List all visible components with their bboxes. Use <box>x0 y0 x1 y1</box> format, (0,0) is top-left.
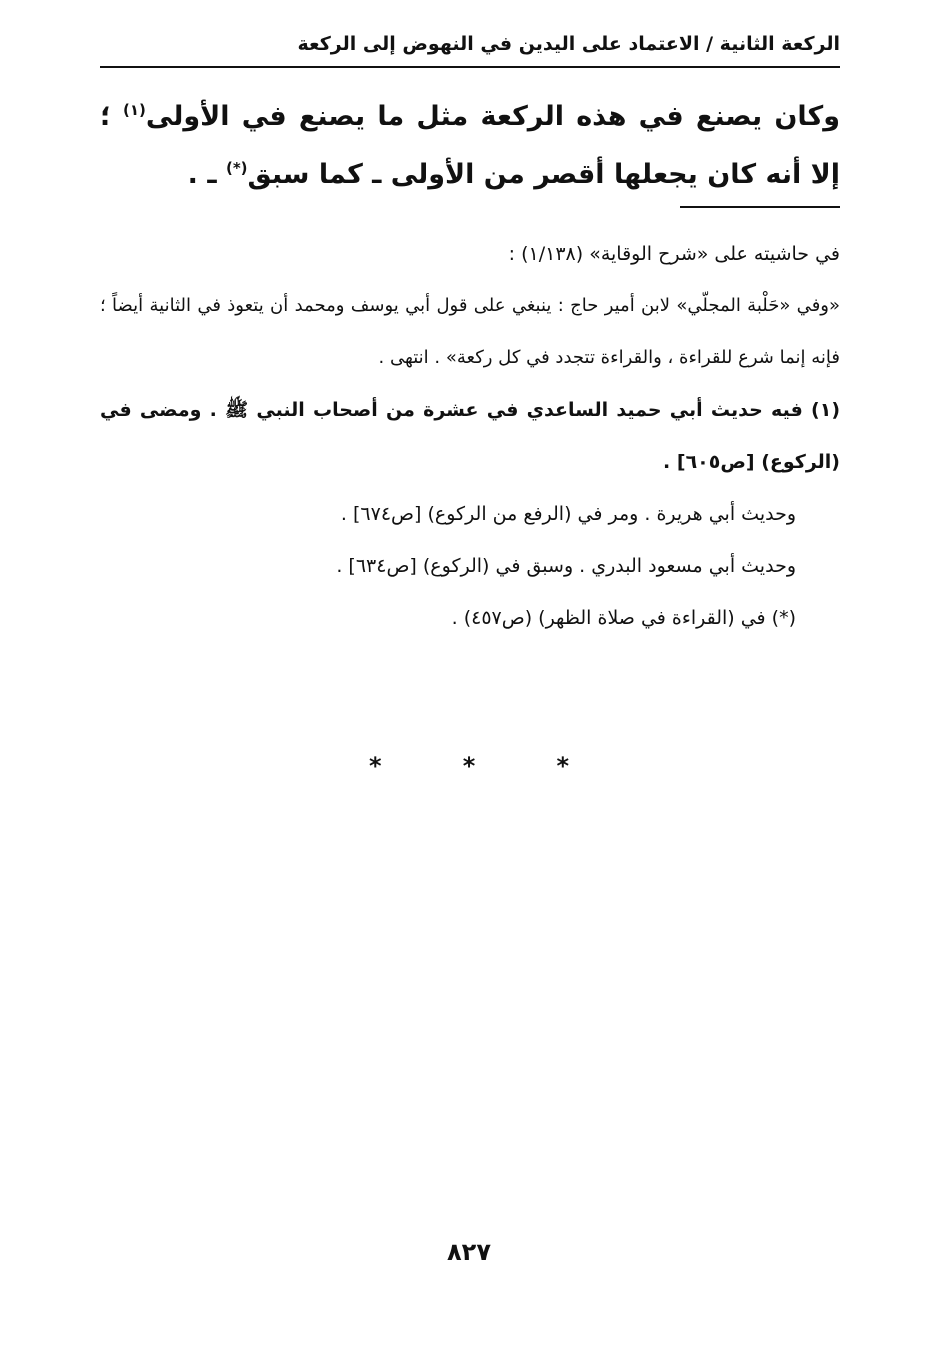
main-text-line1-cont: ؛ إلا أنه كان <box>100 101 840 190</box>
footnote-1-hadith-abu-hurayra: وحديث أبي هريرة . ومر في (الرفع من الركوع) [ص٦٧٤] . <box>340 503 796 525</box>
footnote-separator-rule <box>680 206 840 208</box>
footnote-ref-star: (*) <box>225 159 248 177</box>
section-separator-stars <box>369 752 569 780</box>
footnote-intro: في حاشيته على «شرح الوقاية» (١/١٣٨) : <box>508 243 840 265</box>
main-paragraph <box>100 88 840 204</box>
star-glyph: * <box>462 752 476 780</box>
star-glyph: * <box>369 752 382 780</box>
main-text-line2-end: ـ . <box>187 159 217 190</box>
footnote-star: (*) في (القراءة في صلاة الظهر) (ص٤٥٧) . <box>451 607 796 629</box>
footnote-quote: «وفي «حَلْبة المجلّي» لابن أمير حاج : ينبغي على قول أبي يوسف ومحمد أن يتعوذ في الثانية أيضاً ؛ فإنه إنما شرع للقراءة ، والقراءة تتجدد في كل ركعة» . انتهى . <box>100 295 840 368</box>
main-text-line2: يجعلها أقصر من الأولى ـ كما سبق <box>247 159 698 190</box>
star-glyph: * <box>556 752 569 780</box>
footnote-ref-1: (١) <box>123 101 146 119</box>
running-header: الركعة الثانية / الاعتماد على اليدين في النهوض إلى الركعة <box>297 33 840 55</box>
footnotes-section <box>100 228 840 644</box>
main-body <box>100 88 840 204</box>
page-number: ٨٢٧ <box>447 1238 491 1266</box>
header-rule <box>100 66 840 68</box>
footnote-1-hadith-abu-masud: وحديث أبي مسعود البدري . وسبق في (الركوع) [ص٦٣٤] . <box>336 555 796 577</box>
main-text-line1: وكان يصنع في هذه الركعة مثل ما يصنع في الأولى <box>145 101 840 132</box>
footnote-1: (١) فيه حديث أبي حميد الساعدي في عشرة من أصحاب النبي ﷺ . ومضى في (الركوع) [ص٦٠٥] . <box>100 399 840 473</box>
